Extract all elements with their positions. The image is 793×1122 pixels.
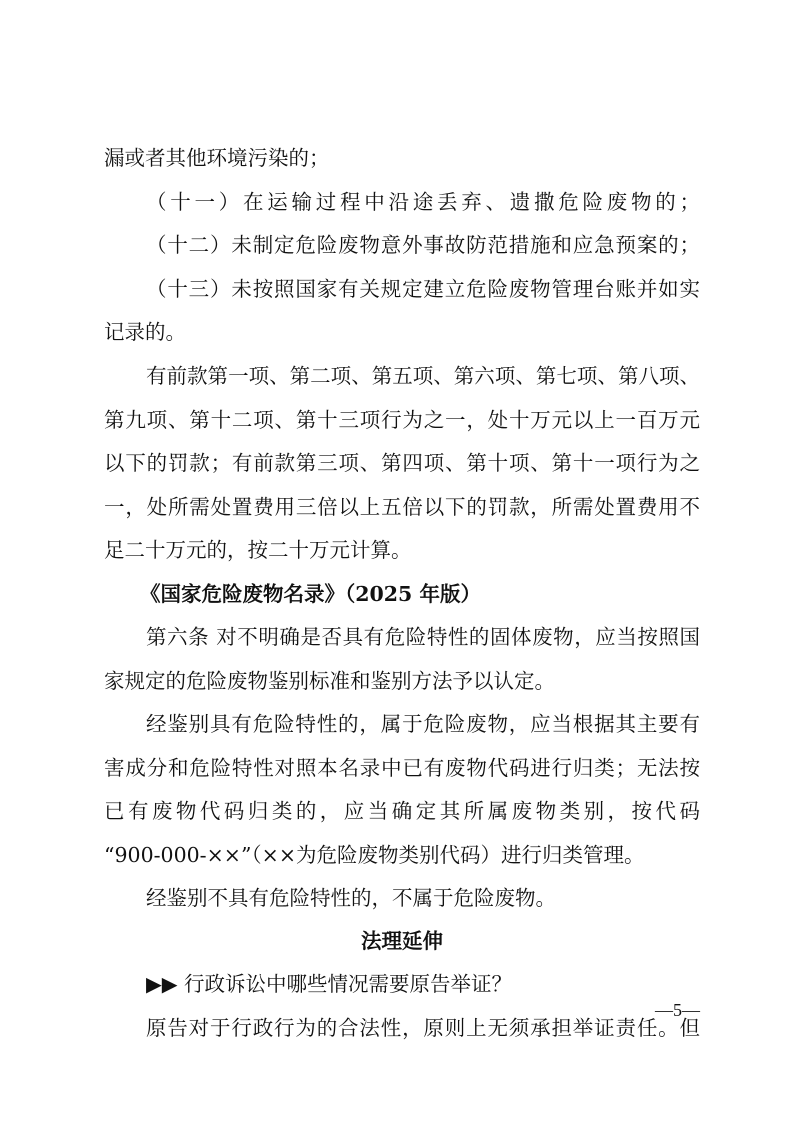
text-line: 有前款第一项、第二项、第五项、第六项、第七项、第八项、 bbox=[146, 364, 700, 388]
text-line: 第九项、第十二项、第十三项行为之一，处十万元以上一百万元 bbox=[104, 408, 700, 432]
text-line: 害成分和危险特性对照本名录中已有废物代码进行归类；无法按 bbox=[104, 756, 700, 780]
text-line: （十二）未制定危险废物意外事故防范措施和应急预案的； bbox=[146, 233, 700, 257]
section-heading: 法理延伸 bbox=[361, 929, 443, 953]
text-line: “900-000-××”（××为危险废物类别代码）进行归类管理。 bbox=[104, 843, 645, 867]
text-line: （十一）在运输过程中沿途丢弃、遗撒危险废物的； bbox=[146, 190, 700, 214]
text-line: 第六条 对不明确是否具有危险特性的固体废物，应当按照国 bbox=[146, 625, 700, 649]
text-line: （十三）未按照国家有关规定建立危险废物管理台账并如实 bbox=[146, 277, 700, 301]
text-line: 原告对于行政行为的合法性，原则上无须承担举证责任。但 bbox=[146, 1016, 700, 1040]
question-line: ▶▶ 行政诉讼中哪些情况需要原告举证？ bbox=[146, 972, 513, 996]
text-line: 漏或者其他环境污染的； bbox=[104, 146, 330, 170]
page-number: —5— bbox=[655, 1000, 700, 1020]
text-line: 以下的罚款；有前款第三项、第四项、第十项、第十一项行为之 bbox=[104, 451, 700, 475]
text-line: 足二十万元的，按二十万元计算。 bbox=[104, 538, 412, 562]
text-line: 经鉴别不具有危险特性的，不属于危险废物。 bbox=[146, 886, 556, 910]
section-heading: 《国家危险废物名录》（2025 年版） bbox=[140, 582, 481, 606]
text-line: 记录的。 bbox=[104, 320, 186, 344]
text-line: 经鉴别具有危险特性的，属于危险废物，应当根据其主要有 bbox=[146, 712, 700, 736]
text-line: 一，处所需处置费用三倍以上五倍以下的罚款，所需处置费用不 bbox=[104, 495, 700, 519]
text-line: 家规定的危险废物鉴别标准和鉴别方法予以认定。 bbox=[104, 669, 555, 693]
text-line: 已有废物代码归类的，应当确定其所属废物类别，按代码 bbox=[104, 799, 700, 823]
